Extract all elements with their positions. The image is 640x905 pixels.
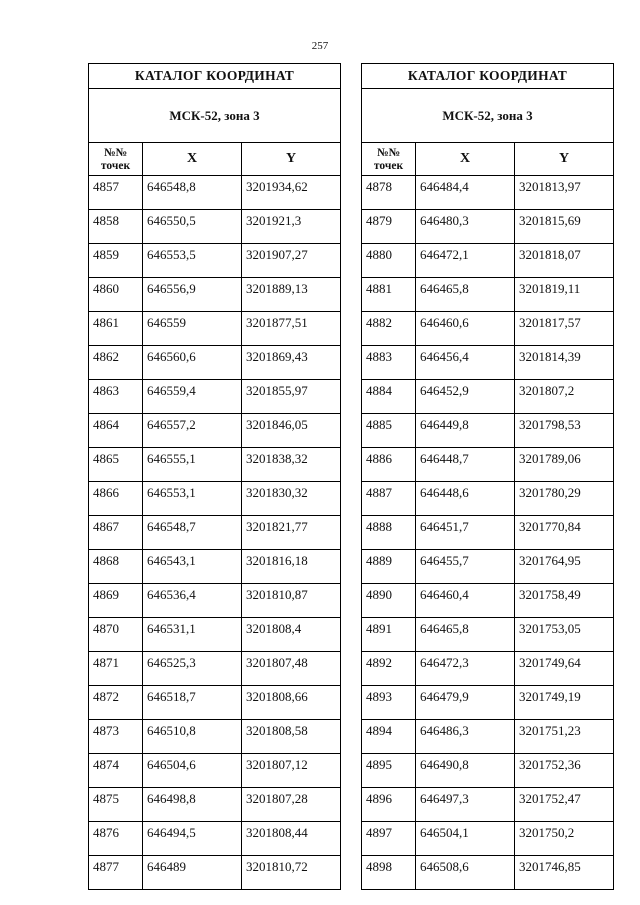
point-number-cell: 4889 [362, 550, 416, 584]
table-row [89, 822, 341, 856]
y-coordinate-cell: 3201752,47 [515, 788, 614, 822]
y-coordinate-cell: 3201770,84 [515, 516, 614, 550]
table-row [89, 754, 341, 788]
y-coordinate-cell: 3201821,77 [242, 516, 341, 550]
table-row [362, 754, 614, 788]
y-coordinate-cell: 3201746,85 [515, 856, 614, 890]
y-coordinate-cell: 3201838,32 [242, 448, 341, 482]
x-coordinate-cell: 646548,7 [143, 516, 242, 550]
y-coordinate-cell: 3201808,66 [242, 686, 341, 720]
x-coordinate-cell: 646449,8 [416, 414, 515, 448]
point-number-cell: 4874 [89, 754, 143, 788]
y-coordinate-cell: 3201810,87 [242, 584, 341, 618]
point-number-cell: 4857 [89, 176, 143, 210]
table-row [89, 176, 341, 210]
x-coordinate-cell: 646498,8 [143, 788, 242, 822]
x-coordinate-cell: 646510,8 [143, 720, 242, 754]
point-number-cell: 4871 [89, 652, 143, 686]
y-coordinate-cell: 3201814,39 [515, 346, 614, 380]
point-number-cell: 4866 [89, 482, 143, 516]
x-coordinate-cell: 646525,3 [143, 652, 242, 686]
x-coordinate-cell: 646559,4 [143, 380, 242, 414]
point-number-cell: 4883 [362, 346, 416, 380]
y-coordinate-cell: 3201813,97 [515, 176, 614, 210]
y-coordinate-cell: 3201807,48 [242, 652, 341, 686]
point-number-cell: 4875 [89, 788, 143, 822]
point-number-cell: 4864 [89, 414, 143, 448]
table-row [362, 176, 614, 210]
y-coordinate-cell: 3201830,32 [242, 482, 341, 516]
catalog-subtitle: МСК-52, зона 3 [362, 89, 614, 143]
y-coordinate-cell: 3201808,4 [242, 618, 341, 652]
point-number-cell: 4894 [362, 720, 416, 754]
point-number-cell: 4888 [362, 516, 416, 550]
table-row [89, 584, 341, 618]
coordinate-catalog-left [88, 63, 340, 890]
point-number-cell: 4867 [89, 516, 143, 550]
page-number: 257 [311, 40, 329, 52]
table-row [89, 210, 341, 244]
x-coordinate-cell: 646548,8 [143, 176, 242, 210]
point-number-cell: 4868 [89, 550, 143, 584]
table-row [362, 618, 614, 652]
catalog-subtitle: МСК-52, зона 3 [89, 89, 341, 143]
table-row [362, 482, 614, 516]
point-number-cell: 4878 [362, 176, 416, 210]
y-coordinate-cell: 3201753,05 [515, 618, 614, 652]
x-coordinate-cell: 646556,9 [143, 278, 242, 312]
table-row [362, 720, 614, 754]
point-number-cell: 4884 [362, 380, 416, 414]
catalog-title: КАТАЛОГ КООРДИНАТ [89, 64, 341, 89]
table-row [89, 482, 341, 516]
x-coordinate-cell: 646480,3 [416, 210, 515, 244]
x-coordinate-cell: 646555,1 [143, 448, 242, 482]
x-coordinate-cell: 646484,4 [416, 176, 515, 210]
table-row [362, 448, 614, 482]
y-coordinate-cell: 3201750,2 [515, 822, 614, 856]
y-coordinate-cell: 3201817,57 [515, 312, 614, 346]
y-coordinate-cell: 3201758,49 [515, 584, 614, 618]
point-number-cell: 4897 [362, 822, 416, 856]
x-coordinate-cell: 646518,7 [143, 686, 242, 720]
y-coordinate-cell: 3201751,23 [515, 720, 614, 754]
y-coordinate-cell: 3201816,18 [242, 550, 341, 584]
x-coordinate-cell: 646543,1 [143, 550, 242, 584]
table-body [89, 176, 341, 890]
y-coordinate-cell: 3201807,2 [515, 380, 614, 414]
point-number-cell: 4869 [89, 584, 143, 618]
point-number-cell: 4861 [89, 312, 143, 346]
y-coordinate-cell: 3201889,13 [242, 278, 341, 312]
table-row [89, 244, 341, 278]
x-coordinate-cell: 646490,8 [416, 754, 515, 788]
table-row [362, 210, 614, 244]
coordinate-table [361, 63, 614, 890]
table-row [362, 550, 614, 584]
table-row [89, 414, 341, 448]
y-coordinate-cell: 3201877,51 [242, 312, 341, 346]
coordinate-table [88, 63, 341, 890]
point-number-cell: 4892 [362, 652, 416, 686]
x-coordinate-cell: 646497,3 [416, 788, 515, 822]
x-coordinate-cell: 646479,9 [416, 686, 515, 720]
x-coordinate-cell: 646472,3 [416, 652, 515, 686]
point-number-cell: 4882 [362, 312, 416, 346]
point-number-cell: 4893 [362, 686, 416, 720]
y-coordinate-cell: 3201846,05 [242, 414, 341, 448]
table-row [89, 550, 341, 584]
point-number-cell: 4895 [362, 754, 416, 788]
table-row [362, 822, 614, 856]
y-coordinate-cell: 3201907,27 [242, 244, 341, 278]
point-number-cell: 4898 [362, 856, 416, 890]
column-header-y: Y [515, 143, 614, 176]
x-coordinate-cell: 646455,7 [416, 550, 515, 584]
y-coordinate-cell: 3201869,43 [242, 346, 341, 380]
x-coordinate-cell: 646560,6 [143, 346, 242, 380]
x-coordinate-cell: 646460,6 [416, 312, 515, 346]
point-number-cell: 4886 [362, 448, 416, 482]
column-header-point: №№ точек [362, 143, 416, 176]
table-row [89, 686, 341, 720]
table-row [89, 618, 341, 652]
x-coordinate-cell: 646486,3 [416, 720, 515, 754]
point-number-cell: 4870 [89, 618, 143, 652]
x-coordinate-cell: 646550,5 [143, 210, 242, 244]
y-coordinate-cell: 3201808,44 [242, 822, 341, 856]
x-coordinate-cell: 646465,8 [416, 278, 515, 312]
table-row [362, 788, 614, 822]
table-row [362, 278, 614, 312]
y-coordinate-cell: 3201808,58 [242, 720, 341, 754]
column-header-x: X [143, 143, 242, 176]
table-row [89, 856, 341, 890]
point-number-cell: 4859 [89, 244, 143, 278]
y-coordinate-cell: 3201818,07 [515, 244, 614, 278]
x-coordinate-cell: 646494,5 [143, 822, 242, 856]
point-number-cell: 4881 [362, 278, 416, 312]
y-coordinate-cell: 3201807,12 [242, 754, 341, 788]
table-row [89, 380, 341, 414]
x-coordinate-cell: 646465,8 [416, 618, 515, 652]
point-number-cell: 4858 [89, 210, 143, 244]
point-number-cell: 4865 [89, 448, 143, 482]
point-number-cell: 4873 [89, 720, 143, 754]
point-number-cell: 4896 [362, 788, 416, 822]
x-coordinate-cell: 646489 [143, 856, 242, 890]
table-row [362, 584, 614, 618]
point-number-cell: 4890 [362, 584, 416, 618]
x-coordinate-cell: 646536,4 [143, 584, 242, 618]
y-coordinate-cell: 3201815,69 [515, 210, 614, 244]
table-row [362, 686, 614, 720]
table-row [362, 312, 614, 346]
column-header-x: X [416, 143, 515, 176]
table-row [89, 788, 341, 822]
table-row [89, 448, 341, 482]
y-coordinate-cell: 3201798,53 [515, 414, 614, 448]
table-row [362, 380, 614, 414]
table-body [362, 176, 614, 890]
point-number-cell: 4891 [362, 618, 416, 652]
y-coordinate-cell: 3201921,3 [242, 210, 341, 244]
table-row [362, 244, 614, 278]
point-number-cell: 4872 [89, 686, 143, 720]
y-coordinate-cell: 3201749,64 [515, 652, 614, 686]
x-coordinate-cell: 646559 [143, 312, 242, 346]
point-number-cell: 4862 [89, 346, 143, 380]
x-coordinate-cell: 646508,6 [416, 856, 515, 890]
x-coordinate-cell: 646451,7 [416, 516, 515, 550]
table-row [89, 278, 341, 312]
x-coordinate-cell: 646452,9 [416, 380, 515, 414]
catalog-title: КАТАЛОГ КООРДИНАТ [362, 64, 614, 89]
point-number-cell: 4880 [362, 244, 416, 278]
table-row [89, 516, 341, 550]
table-row [89, 652, 341, 686]
y-coordinate-cell: 3201807,28 [242, 788, 341, 822]
x-coordinate-cell: 646460,4 [416, 584, 515, 618]
y-coordinate-cell: 3201819,11 [515, 278, 614, 312]
y-coordinate-cell: 3201789,06 [515, 448, 614, 482]
x-coordinate-cell: 646448,6 [416, 482, 515, 516]
point-number-cell: 4876 [89, 822, 143, 856]
y-coordinate-cell: 3201934,62 [242, 176, 341, 210]
coordinate-catalog-right [361, 63, 613, 890]
x-coordinate-cell: 646557,2 [143, 414, 242, 448]
x-coordinate-cell: 646472,1 [416, 244, 515, 278]
column-header-point: №№ точек [89, 143, 143, 176]
table-row [362, 652, 614, 686]
table-row [362, 346, 614, 380]
point-number-cell: 4879 [362, 210, 416, 244]
x-coordinate-cell: 646504,1 [416, 822, 515, 856]
x-coordinate-cell: 646553,1 [143, 482, 242, 516]
y-coordinate-cell: 3201780,29 [515, 482, 614, 516]
x-coordinate-cell: 646448,7 [416, 448, 515, 482]
x-coordinate-cell: 646456,4 [416, 346, 515, 380]
x-coordinate-cell: 646553,5 [143, 244, 242, 278]
y-coordinate-cell: 3201810,72 [242, 856, 341, 890]
point-number-cell: 4885 [362, 414, 416, 448]
table-row [362, 516, 614, 550]
y-coordinate-cell: 3201764,95 [515, 550, 614, 584]
point-number-cell: 4887 [362, 482, 416, 516]
y-coordinate-cell: 3201752,36 [515, 754, 614, 788]
y-coordinate-cell: 3201855,97 [242, 380, 341, 414]
x-coordinate-cell: 646504,6 [143, 754, 242, 788]
table-row [362, 414, 614, 448]
table-row [89, 720, 341, 754]
point-number-cell: 4863 [89, 380, 143, 414]
table-row [89, 346, 341, 380]
table-row [89, 312, 341, 346]
x-coordinate-cell: 646531,1 [143, 618, 242, 652]
y-coordinate-cell: 3201749,19 [515, 686, 614, 720]
point-number-cell: 4860 [89, 278, 143, 312]
table-row [362, 856, 614, 890]
point-number-cell: 4877 [89, 856, 143, 890]
column-header-y: Y [242, 143, 341, 176]
